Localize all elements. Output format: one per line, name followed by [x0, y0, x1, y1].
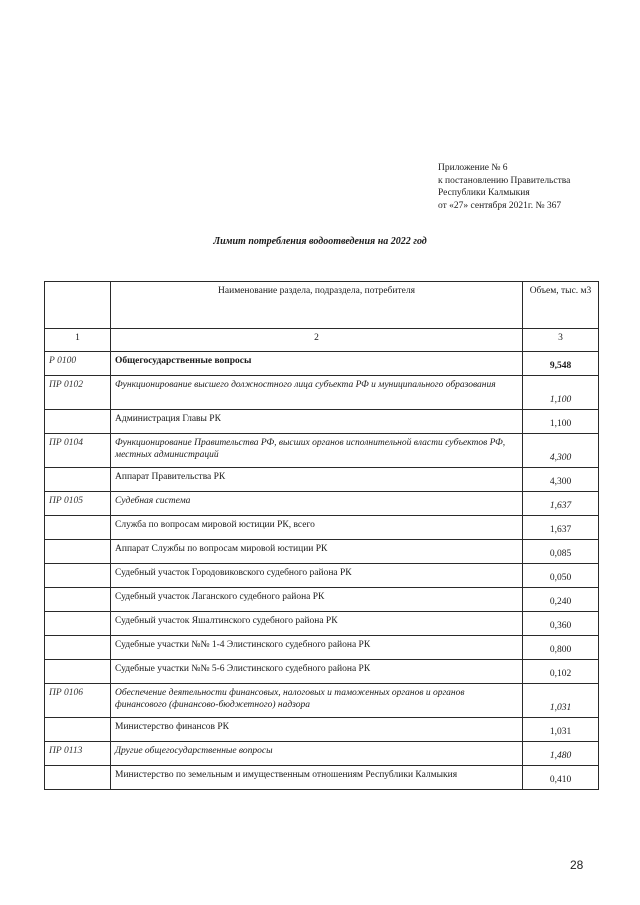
header-name: Наименование раздела, подраздела, потребителя — [111, 282, 523, 329]
row-volume: 4,300 — [523, 434, 599, 468]
page-number: 28 — [570, 858, 584, 872]
row-code — [45, 564, 111, 588]
row-name: Аппарат Правительства РК — [111, 468, 523, 492]
row-code — [45, 540, 111, 564]
table-row — [45, 376, 599, 410]
appendix-line-3: Республики Калмыкия — [438, 188, 530, 198]
row-code: ПР 0106 — [45, 684, 111, 718]
row-volume: 0,085 — [523, 540, 599, 564]
row-name: Функционирование высшего должностного лица субъекта РФ и муниципального образования — [111, 376, 523, 410]
row-volume: 1,637 — [523, 516, 599, 540]
row-code — [45, 410, 111, 434]
row-name: Служба по вопросам мировой юстиции РК, всего — [111, 516, 523, 540]
row-code — [45, 468, 111, 492]
table-header-row — [45, 282, 599, 329]
table-row — [45, 516, 599, 540]
row-name: Министерство финансов РК — [111, 718, 523, 742]
row-code: ПР 0102 — [45, 376, 111, 410]
row-code: ПР 0113 — [45, 742, 111, 766]
row-volume: 0,102 — [523, 660, 599, 684]
row-volume: 0,800 — [523, 636, 599, 660]
row-volume: 4,300 — [523, 468, 599, 492]
column-number: 3 — [523, 329, 599, 352]
table-row — [45, 660, 599, 684]
appendix-reference — [438, 162, 570, 212]
header-volume: Объем, тыс. м3 — [523, 282, 599, 329]
table-row — [45, 410, 599, 434]
row-code: Р 0100 — [45, 352, 111, 376]
row-volume: 0,050 — [523, 564, 599, 588]
table-row — [45, 766, 599, 790]
row-code: ПР 0104 — [45, 434, 111, 468]
column-number: 1 — [45, 329, 111, 352]
table-row — [45, 718, 599, 742]
row-code: ПР 0105 — [45, 492, 111, 516]
appendix-line-1: Приложение № 6 — [438, 163, 508, 173]
table-row — [45, 492, 599, 516]
row-volume: 9,548 — [523, 352, 599, 376]
table-row — [45, 564, 599, 588]
row-name: Судебный участок Лаганского судебного района РК — [111, 588, 523, 612]
row-code — [45, 660, 111, 684]
appendix-line-4: от «27» сентября 2021г. № 367 — [438, 200, 562, 211]
row-volume: 1,031 — [523, 684, 599, 718]
row-name: Администрация Главы РК — [111, 410, 523, 434]
header-code — [45, 282, 111, 329]
row-name: Другие общегосударственные вопросы — [111, 742, 523, 766]
table-row — [45, 352, 599, 376]
table-row — [45, 684, 599, 718]
column-number-row — [45, 329, 599, 352]
row-volume: 1,031 — [523, 718, 599, 742]
table-row — [45, 588, 599, 612]
row-name: Судебные участки №№ 1-4 Элистинского судебного района РК — [111, 636, 523, 660]
document-title: Лимит потребления водоотведения на 2022 год — [213, 236, 427, 247]
row-name: Министерство по земельным и имущественным отношениям Республики Калмыкия — [111, 766, 523, 790]
table-row — [45, 434, 599, 468]
limits-table — [44, 281, 599, 790]
row-code — [45, 766, 111, 790]
table-row — [45, 612, 599, 636]
row-volume: 1,100 — [523, 376, 599, 410]
row-code — [45, 516, 111, 540]
row-name: Функционирование Правительства РФ, высших органов исполнительной власти субъектов РФ, местных администраций — [111, 434, 523, 468]
row-volume: 0,410 — [523, 766, 599, 790]
row-name: Общегосударственные вопросы — [111, 352, 523, 376]
row-name: Судебный участок Яшалтинского судебного района РК — [111, 612, 523, 636]
row-volume: 1,480 — [523, 742, 599, 766]
row-code — [45, 612, 111, 636]
row-code — [45, 588, 111, 612]
row-volume: 1,100 — [523, 410, 599, 434]
table-row — [45, 742, 599, 766]
table-row — [45, 636, 599, 660]
row-name: Судебная система — [111, 492, 523, 516]
table-row — [45, 468, 599, 492]
row-volume: 1,637 — [523, 492, 599, 516]
row-code — [45, 636, 111, 660]
row-name: Судебные участки №№ 5-6 Элистинского судебного района РК — [111, 660, 523, 684]
row-volume: 0,240 — [523, 588, 599, 612]
appendix-line-2: к постановлению Правительства — [438, 175, 571, 186]
row-volume: 0,360 — [523, 612, 599, 636]
table-row — [45, 540, 599, 564]
row-name: Судебный участок Городовиковского судебного района РК — [111, 564, 523, 588]
row-code — [45, 718, 111, 742]
row-name: Аппарат Службы по вопросам мировой юстиции РК — [111, 540, 523, 564]
row-name: Обеспечение деятельности финансовых, налоговых и таможенных органов и органов финансового (финансово-бюджетного) надзора — [111, 684, 523, 718]
column-number: 2 — [111, 329, 523, 352]
